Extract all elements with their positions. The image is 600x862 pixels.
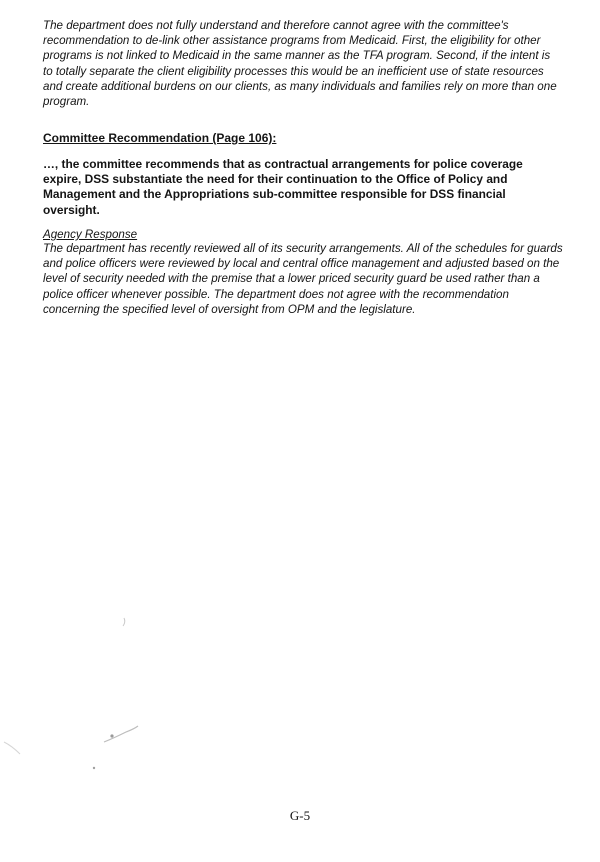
scan-specks-decoration (0, 600, 200, 780)
intro-paragraph: The department does not fully understand and therefore cannot agree with the committee's recommendation to de-link other assistance programs from Medicaid. First, the eligibility for other programs is not linked to Medicaid in the same manner as the TFA program. Second, if the intent is to totally separate the client eligibility processes this would be an inefficient use of state resources and create additional burdens on our clients, as many individuals and families rely on more than one program. (43, 19, 557, 109)
agency-response-heading: Agency Response (43, 228, 138, 241)
page-number: G-5 (289, 808, 311, 823)
recommendation-heading: Committee Recommendation (Page 106): (43, 131, 277, 145)
agency-response-text: The department has recently reviewed all of its security arrangements. All of the schedules for guards and police officers were reviewed by local and central office management and adjusted based on the level of security needed with the premise that a lower priced security guard be used rather than a police officer whenever possible. The department does not agree with the recommendation concerning the specified level of oversight from OPM and the legislature. (43, 242, 563, 316)
recommendation-text: …, the committee recommends that as contractual arrangements for police coverage expire, DSS substantiate the need for their continuation to the Office of Policy and Management and the Appropriations sub-committee responsible for DSS financial oversight. (43, 157, 523, 217)
